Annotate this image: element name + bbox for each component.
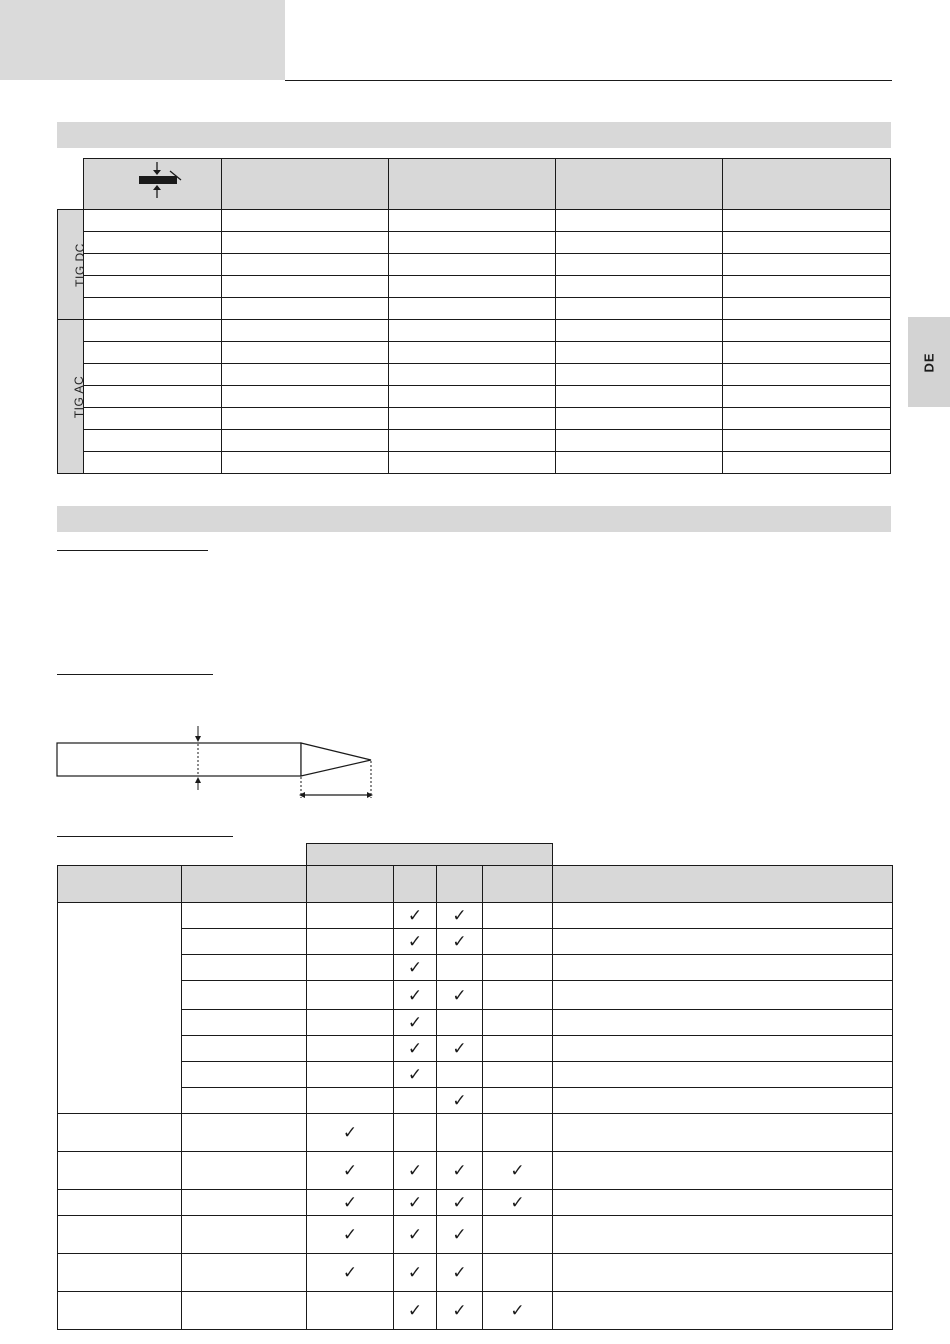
checkmark-icon: ✓ bbox=[342, 1123, 358, 1143]
checkmark-icon: ✓ bbox=[452, 1193, 467, 1213]
column-header bbox=[483, 866, 553, 903]
table-row bbox=[58, 386, 891, 408]
subheading-underline bbox=[57, 674, 213, 675]
thickness-column-header bbox=[84, 159, 222, 210]
table-row bbox=[58, 1190, 893, 1216]
table-row bbox=[58, 1036, 893, 1062]
checkmark-icon: ✓ bbox=[407, 932, 423, 952]
checkmark-icon: ✓ bbox=[452, 1225, 467, 1245]
electrode-parameter-table bbox=[57, 158, 891, 474]
column-header bbox=[222, 159, 389, 210]
column-header bbox=[394, 866, 437, 903]
column-header bbox=[389, 159, 556, 210]
checkmark-icon: ✓ bbox=[510, 1301, 525, 1321]
checkmark-icon: ✓ bbox=[407, 1065, 423, 1085]
electrode-grinding-diagram bbox=[55, 724, 385, 802]
column-group-header bbox=[306, 843, 553, 865]
checkmark-icon: ✓ bbox=[452, 932, 467, 952]
table-row bbox=[58, 981, 893, 1010]
checkmark-icon: ✓ bbox=[510, 1193, 525, 1213]
checkmark-icon: ✓ bbox=[407, 906, 423, 926]
table-row bbox=[58, 320, 891, 342]
checkmark-icon: ✓ bbox=[342, 1193, 358, 1213]
table-row bbox=[58, 276, 891, 298]
checkmark-icon: ✓ bbox=[452, 1039, 467, 1059]
checkmark-icon: ✓ bbox=[452, 1161, 467, 1181]
material-thickness-icon bbox=[84, 159, 222, 204]
header-rule bbox=[285, 80, 892, 81]
merged-cell bbox=[58, 903, 182, 1114]
table-row bbox=[58, 1216, 893, 1254]
subheading-underline bbox=[57, 550, 208, 551]
column-header bbox=[556, 159, 723, 210]
checkmark-icon: ✓ bbox=[452, 1301, 467, 1321]
column-header bbox=[723, 159, 891, 210]
table-row bbox=[58, 1114, 893, 1152]
checkmark-icon: ✓ bbox=[452, 985, 467, 1006]
material-compatibility-table bbox=[57, 865, 893, 1330]
table-row bbox=[58, 1062, 893, 1088]
checkmark-icon: ✓ bbox=[342, 1161, 358, 1181]
table-row bbox=[58, 298, 891, 320]
table-header-row bbox=[58, 866, 893, 903]
checkmark-icon: ✓ bbox=[407, 1301, 423, 1321]
checkmark-icon: ✓ bbox=[452, 1091, 467, 1111]
checkmark-icon: ✓ bbox=[452, 1263, 467, 1283]
table-row bbox=[58, 210, 891, 232]
column-header bbox=[182, 866, 307, 903]
group-label-tig-dc: TIG DC bbox=[58, 210, 84, 320]
table-row bbox=[58, 903, 893, 929]
checkmark-icon: ✓ bbox=[407, 1013, 423, 1033]
language-tab[interactable] bbox=[908, 317, 950, 407]
table-row bbox=[58, 955, 893, 981]
group-label-tig-ac: TIG AC bbox=[58, 320, 84, 474]
table-row bbox=[58, 254, 891, 276]
checkmark-icon: ✓ bbox=[407, 1225, 423, 1245]
checkmark-icon: ✓ bbox=[510, 1161, 525, 1181]
table-row bbox=[58, 1152, 893, 1190]
header-corner-box bbox=[0, 0, 285, 80]
table-row bbox=[58, 342, 891, 364]
table-row bbox=[58, 408, 891, 430]
table-row bbox=[58, 232, 891, 254]
table-row bbox=[58, 364, 891, 386]
table-row bbox=[58, 430, 891, 452]
subheading-underline bbox=[57, 836, 233, 837]
checkmark-icon: ✓ bbox=[407, 985, 423, 1006]
checkmark-icon: ✓ bbox=[407, 1193, 423, 1213]
section-bar-electrode-table bbox=[57, 122, 891, 148]
table-row bbox=[58, 452, 891, 474]
checkmark-icon: ✓ bbox=[407, 1161, 423, 1181]
language-tab-label: DE bbox=[921, 351, 937, 373]
table-row bbox=[58, 1010, 893, 1036]
table-row bbox=[58, 929, 893, 955]
section-bar-electrodes bbox=[57, 506, 891, 532]
checkmark-icon: ✓ bbox=[342, 1263, 358, 1283]
table-row bbox=[58, 1254, 893, 1292]
checkmark-icon: ✓ bbox=[407, 958, 423, 978]
table-header-row bbox=[58, 159, 891, 210]
column-header bbox=[58, 866, 182, 903]
checkmark-icon: ✓ bbox=[342, 1225, 358, 1245]
checkmark-icon: ✓ bbox=[452, 906, 467, 926]
table-row bbox=[58, 1088, 893, 1114]
checkmark-icon: ✓ bbox=[407, 1039, 423, 1059]
column-header bbox=[553, 866, 893, 903]
column-header bbox=[307, 866, 394, 903]
column-header bbox=[437, 866, 483, 903]
table-row bbox=[58, 1292, 893, 1330]
checkmark-icon: ✓ bbox=[407, 1263, 423, 1283]
